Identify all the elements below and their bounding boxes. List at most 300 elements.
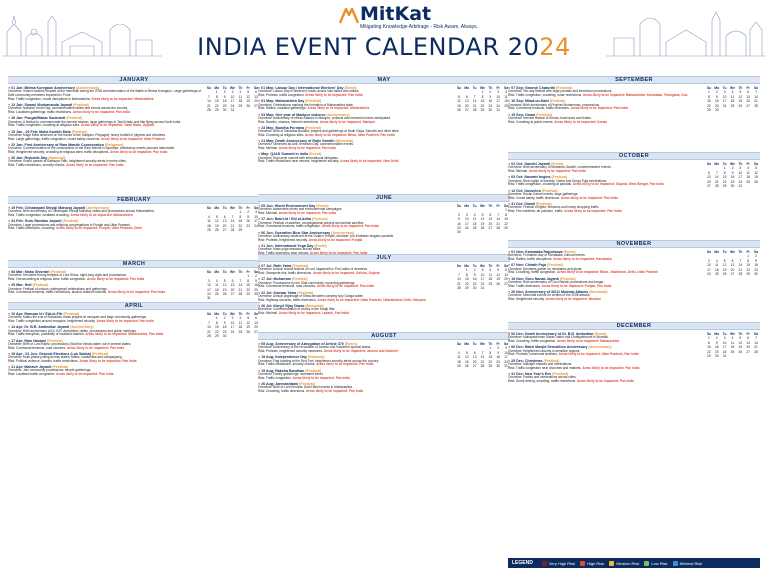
- calendar-day: 20: [707, 179, 711, 184]
- calendar-day: 2: [458, 212, 460, 217]
- calendar-day: 17: [496, 99, 501, 104]
- calendar-day: 3: [208, 278, 210, 283]
- pin-icon: ●: [508, 112, 512, 117]
- event-tag: (Festival): [66, 116, 83, 121]
- event-risk-text: Risk: Localised gatherings; traffic restrictions.: [8, 110, 72, 115]
- weekday-label: Su: [706, 86, 712, 90]
- calendar-day: 25: [730, 103, 735, 108]
- calendar-day: 27: [488, 226, 493, 231]
- event-tag: (Festival): [73, 103, 90, 108]
- calendar-day: 30: [222, 334, 227, 339]
- event-item: [8, 103, 202, 115]
- calendar-day: 26: [457, 108, 461, 113]
- event-item: [8, 339, 202, 351]
- mini-calendar: [702, 250, 760, 303]
- weekday-label: We: [730, 162, 735, 166]
- calendar-day: 14: [238, 283, 243, 288]
- event-overview: Overview: Multi-phase polling across states; rallies, roadshows and campaigning.: [8, 355, 123, 360]
- page-title-main: INDIA EVENT CALENDAR 20: [197, 33, 540, 61]
- event-list: [8, 312, 202, 378]
- mini-calendar-table: [455, 201, 512, 235]
- event-overview: Overview: Annual chariot festival of Lord Jagannath in Puri; lakhs of devotees.: [258, 267, 369, 272]
- calendar-day: 29: [746, 272, 751, 277]
- calendar-day: 12: [496, 272, 501, 277]
- event-likely: Areas likely to be impacted: Pan India: [576, 378, 635, 383]
- weekday-label: Fr: [496, 264, 500, 268]
- weekday-label: Th: [488, 204, 493, 208]
- event-likely: Areas likely to be impacted: Pan India: [66, 345, 125, 350]
- calendar-day: 10: [207, 283, 211, 288]
- calendar-day: 27: [746, 103, 751, 108]
- event-item: [258, 217, 452, 229]
- calendar-day: 1: [708, 336, 710, 341]
- calendar-day: 12: [738, 94, 743, 99]
- event-title-text: 02 Oct: Gandhi Jayanti: [511, 162, 551, 166]
- calendar-day: 3: [231, 316, 234, 321]
- weekday-label: Mo: [214, 86, 220, 90]
- event-item: [8, 219, 202, 231]
- calendar-day: 5: [497, 268, 500, 273]
- event-likely: Areas likely to be impacted: Pan India: [305, 93, 363, 97]
- calendar-day: 9: [223, 320, 226, 325]
- calendar-day: 20: [504, 277, 508, 282]
- calendar-day: [752, 184, 760, 188]
- pin-icon: ●: [508, 263, 512, 268]
- calendar-day: 31: [722, 354, 727, 359]
- calendar-day: 17: [722, 99, 727, 104]
- calendar-day: 11: [715, 263, 719, 268]
- mini-calendar: [702, 86, 760, 126]
- pin-icon: ●: [258, 230, 262, 235]
- event-tag: (Event): [344, 86, 357, 90]
- calendar-day: 5: [247, 316, 250, 321]
- calendar-day: 20: [488, 221, 493, 226]
- calendar-day: 23: [488, 103, 493, 108]
- calendar-day: 30: [222, 108, 227, 113]
- event-risk-text: Risk: Heightened security; crowding at religious sites; traffic disruptions.: [8, 149, 110, 154]
- event-overview: Overview: Mahaparinirvan Diwas; lakhs visit Chaityabhoomi in Mumbai.: [508, 335, 609, 340]
- calendar-day: 11: [457, 355, 461, 360]
- calendar-day: 4: [505, 90, 507, 95]
- calendar-day: 21: [754, 345, 758, 350]
- event-risk: [258, 107, 452, 111]
- weekday-label: We: [730, 86, 735, 90]
- calendar-day: 11: [730, 94, 735, 99]
- pin-icon: ●: [8, 325, 12, 330]
- mini-calendar-table: [455, 86, 510, 112]
- calendar-day: 15: [722, 175, 727, 180]
- calendar-day: 6: [255, 316, 257, 321]
- event-tag: (Anniversary): [326, 112, 350, 117]
- event-overview: Overview: Anniversary of ethnic clashes in Manipur; protests and memorial events anticipated.: [258, 115, 391, 120]
- event-risk: [8, 98, 202, 102]
- calendar-day: 9: [458, 217, 460, 222]
- event-likely: Areas likely to be impacted: Tamil Nadu, Gujarat: [80, 123, 154, 128]
- weekday-label: Fr: [746, 332, 750, 336]
- event-risk: [258, 160, 452, 164]
- month-header: FEBRUARY: [8, 196, 260, 204]
- weekday-label: Mo: [464, 204, 470, 208]
- calendar-day: 15: [746, 263, 751, 268]
- event-risk: [258, 312, 452, 316]
- event-title-text: 23 May: Buddha Purnima: [261, 125, 305, 130]
- pin-icon: ●: [508, 289, 512, 294]
- legend-item-medium: [609, 561, 639, 566]
- calendar-day: 24: [230, 103, 235, 108]
- event-likely: Areas likely to be impacted: Pan India: [310, 250, 368, 255]
- calendar-day: 10: [738, 170, 743, 175]
- weekday-label: We: [730, 250, 735, 254]
- event-tag: (Event): [314, 243, 327, 248]
- month-body: [258, 86, 510, 166]
- event-item: [8, 206, 202, 218]
- calendar-day: 21: [496, 221, 501, 226]
- calendar-day: 28: [230, 228, 235, 233]
- calendar-day: 17: [707, 267, 711, 272]
- event-tag: (Memorial): [335, 139, 354, 144]
- event-overview: Overview: Birth anniversary of Guru Nanak; processions and langar.: [508, 279, 605, 284]
- event-likely: Areas likely to be impacted: Maharashtra: [70, 213, 133, 217]
- logo-name: MitKat: [360, 3, 432, 25]
- month-section-july: [258, 254, 510, 330]
- event-overview: Overview: Annual pilgrimage of Shiva devotees carrying holy Ganga water.: [258, 293, 364, 298]
- event-risk: [508, 271, 702, 275]
- mini-calendar: [202, 206, 260, 233]
- calendar-day: 19: [457, 103, 461, 108]
- calendar-day: 6: [505, 268, 507, 273]
- calendar-day: 30: [254, 292, 258, 297]
- event-tag: (Festival): [71, 129, 88, 134]
- calendar-day: 24: [707, 272, 711, 277]
- calendar-day: 8: [247, 278, 250, 283]
- calendar-day: 18: [238, 99, 243, 104]
- calendar-day: 14: [472, 99, 477, 104]
- event-risk-text: Risk: Political violence, bandhs, traffic restrictions.: [8, 358, 79, 363]
- weekday-label: Tu: [722, 86, 727, 90]
- weekday-label: Mo: [714, 86, 720, 90]
- calendar-day: 25: [488, 281, 493, 286]
- calendar-day: 20: [222, 223, 227, 228]
- event-risk-text: Risk: Protests, traffic congestion.: [258, 93, 305, 97]
- event-risk-text: Risk: Traffic restrictions near venues, heightened security.: [258, 159, 340, 164]
- event-title-text: 14 Apr: Dr. B.R. Ambedkar Jayanti: [11, 325, 70, 330]
- event-item: [258, 86, 452, 98]
- weekday-label: Sa: [504, 342, 509, 346]
- event-risk: [258, 147, 452, 151]
- calendar-day: 10: [504, 350, 508, 355]
- weekday-label: Sa: [504, 204, 509, 208]
- event-tag: (Festival): [292, 264, 309, 268]
- calendar-day: 22: [488, 359, 493, 364]
- event-item: [508, 332, 702, 344]
- calendar-day: 8: [708, 340, 710, 345]
- event-tag: (Festival): [297, 290, 314, 295]
- legend-item-high: [580, 561, 604, 566]
- weekday-label: Sa: [754, 332, 759, 336]
- event-tag: (Festival): [551, 175, 568, 180]
- calendar-day: 2: [473, 268, 476, 273]
- calendar-day: 11: [215, 283, 219, 288]
- calendar-day: [213, 296, 221, 300]
- weekday-label: Tu: [222, 86, 227, 90]
- event-tag: (Festival): [47, 338, 63, 343]
- calendar-day: 19: [480, 221, 485, 226]
- logo-tagline: Mitigating Knowledge Arbitrage - Risk Aware. Always.: [360, 24, 479, 30]
- event-tag: (Festival): [62, 219, 79, 224]
- event-title-text: 01 May: Labour Day / International Workers' Day: [261, 86, 344, 90]
- event-risk-text: Risk: Traffic congestion; crowding at religious sites.: [8, 123, 81, 128]
- weekday-label: Su: [206, 312, 212, 316]
- pin-icon: ●: [508, 201, 512, 206]
- calendar-day: 4: [215, 278, 218, 283]
- calendar-day: 8: [505, 212, 507, 217]
- mini-calendar-table: [705, 250, 760, 276]
- weekday-label: Sa: [754, 86, 759, 90]
- event-item: [258, 139, 452, 151]
- weekday-label: Sa: [504, 86, 509, 90]
- month-header: SEPTEMBER: [508, 76, 760, 84]
- calendar-day: 2: [247, 210, 250, 215]
- calendar-day: 15: [246, 283, 251, 288]
- calendar-day: 1: [747, 254, 750, 259]
- event-item: [258, 152, 452, 164]
- event-item: [8, 365, 202, 377]
- calendar-day: 7: [473, 94, 476, 99]
- event-title-text: 01 Jan: Bhima Koregaon Anniversary: [11, 86, 75, 90]
- event-list: [8, 270, 202, 301]
- calendar-day: 22: [480, 103, 485, 108]
- calendar-day: 14: [230, 219, 235, 224]
- event-risk: [508, 298, 702, 302]
- calendar-day: 18: [488, 277, 493, 282]
- event-overview: Overview: Birth anniversary of Chhatrapati Shivaji Maharaj; rallies and processions across Maharashtra.: [8, 209, 155, 214]
- mini-calendar-table: [455, 342, 510, 368]
- event-overview: Overview: Devotees gather on riverbanks and ghats.: [508, 266, 583, 271]
- calendar-day: 14: [480, 355, 485, 360]
- event-risk-text: Risk: Localised traffic congestion.: [8, 372, 56, 377]
- pin-icon: ●: [258, 125, 262, 130]
- calendar-day: 21: [230, 223, 235, 228]
- calendar-day: 20: [254, 325, 258, 330]
- event-likely: Areas likely to be impacted: Punjab, Pan India: [541, 283, 612, 288]
- event-risk-text: Risk: Overcrowding at religious sites; traffic congestion.: [8, 277, 87, 281]
- calendar-day: 9: [755, 258, 757, 263]
- event-risk-text: Risk: Communal tensions, traffic restrictions, alcohol-related incidents.: [8, 290, 107, 295]
- event-overview: Overview: Awareness drives and environmental campaigns.: [258, 207, 343, 212]
- event-risk-text: Risk: Minimal.: [258, 146, 278, 151]
- calendar-day: 8: [239, 214, 242, 219]
- event-likely: Areas likely to be impacted: Pan India: [96, 319, 154, 323]
- event-list: [258, 342, 452, 395]
- event-item: [8, 116, 202, 128]
- calendar-day: 31: [504, 364, 508, 369]
- event-likely: Areas likely to be impacted: Punjab, Uttar Pradesh, Delhi: [56, 226, 143, 231]
- calendar-day: 6: [747, 90, 750, 95]
- event-likely: Areas likely to be impacted: Maharashtra, Karnataka, Telangana, Goa: [582, 93, 688, 97]
- month-section-february: [8, 196, 260, 258]
- pin-icon: ●: [258, 86, 262, 90]
- weekday-label: We: [230, 86, 235, 90]
- calendar-day: [752, 108, 760, 112]
- month-section-january: [8, 76, 260, 194]
- weekday-label: Tu: [472, 342, 477, 346]
- event-title-text: 08 Mar: Maha Shivratri: [11, 270, 50, 274]
- calendar-day: 1: [723, 166, 726, 171]
- calendar-day: 25: [746, 179, 751, 184]
- calendar-day: 9: [223, 94, 226, 99]
- calendar-day: 30: [730, 184, 735, 189]
- mini-calendar: [452, 86, 510, 166]
- calendar-day: 1: [215, 316, 218, 321]
- event-risk: [508, 121, 702, 125]
- event-likely: Areas likely to be impacted: Bihar, Jharkhand, Delhi, Uttar Pradesh: [557, 270, 659, 275]
- calendar-day: 23: [457, 226, 461, 231]
- calendar-day: 7: [231, 214, 234, 219]
- mini-calendar: [452, 201, 512, 257]
- calendar-day: 28: [238, 292, 243, 297]
- calendar-day: 30: [457, 230, 461, 235]
- page-title-year: 24: [539, 33, 571, 61]
- event-item: [508, 345, 702, 357]
- weekday-label: Su: [456, 86, 462, 90]
- event-risk-text: Risk: Traffic disruption; possibility of localised clashes.: [8, 332, 85, 337]
- calendar-day: 23: [714, 103, 719, 108]
- calendar-day: 16: [714, 99, 719, 104]
- event-item: [508, 162, 702, 174]
- month-section-june: [258, 194, 510, 255]
- calendar-day: 25: [730, 349, 735, 354]
- calendar-day: [244, 334, 252, 338]
- calendar-day: [486, 230, 494, 234]
- calendar-day: 17: [722, 345, 727, 350]
- event-overview: Overview: A festival to commemorate the harvest season; large gatherings in Tamil Nadu and kite flying across North India.: [8, 119, 182, 124]
- calendar-day: 23: [222, 329, 227, 334]
- mini-calendar: [452, 264, 510, 317]
- event-title-text: 15 Sep: Onam: [511, 112, 536, 117]
- pin-icon: ●: [508, 86, 512, 90]
- event-overview: Overview: Formation day of Karnataka; cultural events.: [508, 253, 586, 258]
- event-tag: (Festival): [305, 368, 322, 373]
- event-tag: (Festival): [305, 99, 322, 104]
- event-item: [8, 143, 202, 155]
- calendar-day: 17: [464, 221, 469, 226]
- event-title-text: 06 Dec: Babri Masjid Demolition Anniversary: [511, 345, 588, 350]
- pin-icon: ●: [258, 112, 262, 117]
- weekday-label: Su: [706, 162, 712, 166]
- event-overview: Overview: Mass yoga sessions across cities.: [258, 247, 322, 252]
- weekday-label: Mo: [464, 86, 470, 90]
- legend-label: High Risk: [587, 560, 605, 566]
- calendar-day: 13: [222, 219, 227, 224]
- calendar-day: 17: [504, 355, 508, 360]
- calendar-day: 30: [496, 364, 501, 369]
- pin-icon: ●: [8, 156, 12, 161]
- calendar-day: 10: [722, 94, 727, 99]
- event-risk: [508, 367, 702, 371]
- pin-icon: ●: [508, 99, 512, 104]
- event-risk-text: Risk: Minimal.: [508, 169, 528, 173]
- calendar-day: 14: [754, 340, 758, 345]
- event-item: [258, 277, 452, 289]
- calendar-day: 21: [207, 103, 211, 108]
- calendar-day: 28: [738, 272, 743, 277]
- event-risk: [8, 124, 202, 128]
- calendar-day: 19: [754, 175, 758, 180]
- calendar-day: 17: [230, 325, 235, 330]
- event-title-text: 07 Sep: Ganesh Chaturthi: [511, 86, 556, 90]
- event-risk-text: Risk: Crowding, traffic congestion.: [508, 339, 557, 343]
- calendar-day: 4: [731, 336, 734, 341]
- calendar-day: 5: [215, 214, 218, 219]
- event-overview: Overview: Nine nights of worship; Garba and Durga Puja celebrations.: [508, 178, 608, 183]
- weekday-label: Mo: [714, 162, 720, 166]
- calendar-day: 3: [723, 336, 726, 341]
- weekday-label: We: [230, 270, 235, 274]
- month-body: [8, 270, 260, 301]
- calendar-day: 21: [472, 103, 477, 108]
- event-tag: (Anniversary): [588, 345, 612, 350]
- calendar-day: 7: [458, 272, 460, 277]
- calendar-day: [486, 286, 494, 290]
- event-risk: [8, 164, 202, 168]
- event-risk: [8, 320, 202, 324]
- calendar-day: 5: [223, 278, 226, 283]
- calendar-day: 11: [238, 320, 243, 325]
- event-tag: (Event): [563, 250, 576, 254]
- calendar-day: 26: [496, 281, 501, 286]
- legend-item-minimal: [673, 561, 703, 566]
- event-list: [8, 206, 202, 233]
- calendar-day: 5: [481, 212, 484, 217]
- weekday-label: Sa: [504, 264, 509, 268]
- event-tag: (Festival): [535, 201, 552, 206]
- weekday-label: Th: [738, 250, 743, 254]
- calendar-day: 5: [739, 90, 742, 95]
- month-section-september: [508, 76, 760, 150]
- calendar-day: 10: [230, 320, 235, 325]
- event-tag: (Festival): [536, 112, 552, 117]
- calendar-day: 1: [481, 90, 484, 95]
- event-tag: (Festival): [552, 371, 568, 376]
- pin-icon: ●: [8, 129, 12, 134]
- calendar-day: 12: [722, 263, 727, 268]
- calendar-day: 5: [723, 258, 726, 263]
- calendar-day: 4: [715, 258, 718, 263]
- pin-icon: ●: [8, 312, 12, 316]
- calendar-day: 31: [480, 286, 485, 291]
- calendar-day: 2: [497, 346, 500, 351]
- mitkat-logo: [312, 3, 479, 31]
- event-risk: [258, 363, 452, 367]
- calendar-day: 18: [457, 359, 461, 364]
- event-likely: Areas likely to be impacted: Uttar Pradesh, Pan India: [558, 352, 639, 357]
- calendar-day: 28: [472, 108, 477, 113]
- calendar-day: 22: [214, 103, 219, 108]
- calendar-day: 15: [504, 217, 508, 222]
- weekday-label: Fr: [496, 342, 500, 346]
- event-item: [258, 126, 452, 138]
- event-likely: Areas likely to be impacted: Uttar Pradesh: [100, 136, 165, 141]
- calendar-day: 11: [730, 340, 735, 345]
- event-title-text: 15 Nov: Guru Nanak Jayanti: [511, 276, 559, 281]
- event-overview: Overview: Festival of lights; fireworks and heavy shopping traffic.: [508, 205, 600, 210]
- weekday-label: Mo: [464, 264, 470, 268]
- calendar-day: 2: [489, 90, 492, 95]
- calendar-day: 27: [254, 103, 258, 108]
- pin-icon: ●: [258, 217, 262, 222]
- calendar-day: 23: [714, 349, 719, 354]
- event-overview: Overview: Ten-day festival with large pandals and immersion processions.: [508, 89, 613, 94]
